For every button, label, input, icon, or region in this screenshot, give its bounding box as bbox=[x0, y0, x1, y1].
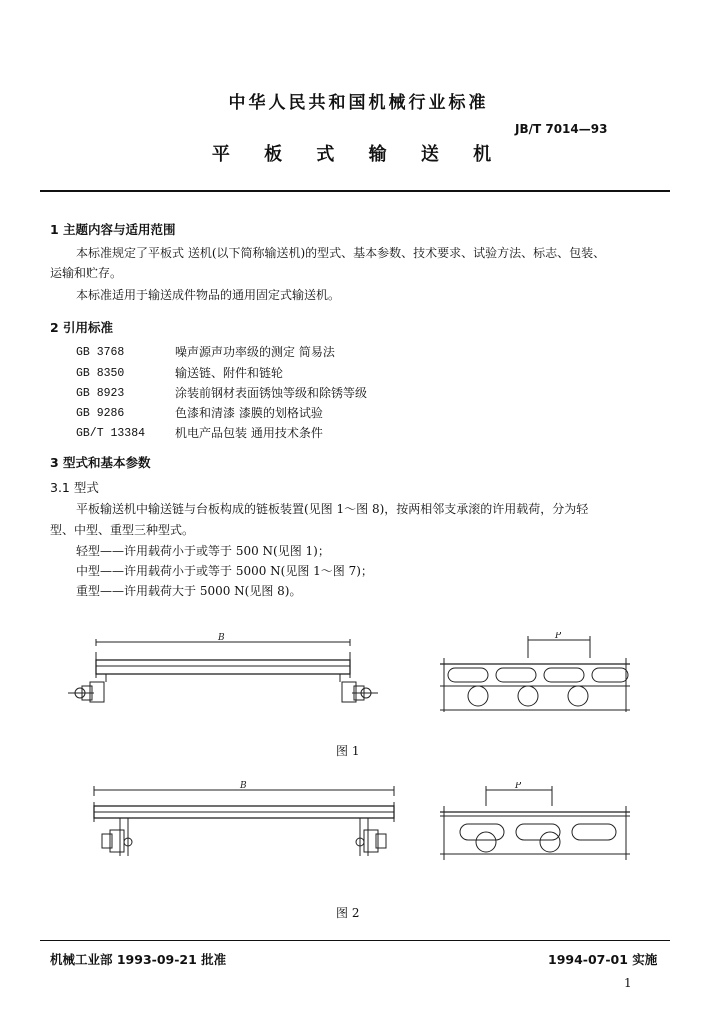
type-medium: 中型——许用载荷小于或等于 5000 N(见图 1～图 7)； bbox=[76, 564, 373, 578]
figure-1-caption: 图 1 bbox=[336, 744, 360, 758]
ref-title: 涂装前钢材表面锈蚀等级和除锈等级 bbox=[175, 386, 368, 400]
ref-code: GB/T 13384 bbox=[76, 427, 146, 440]
section-1-para1-line2: 运输和贮存。 bbox=[50, 266, 123, 280]
ref-title: 色漆和清漆 漆膜的划格试验 bbox=[175, 406, 323, 420]
section-3-1-heading: 3.1 型式 bbox=[50, 480, 99, 495]
ref-code: GB 3768 bbox=[76, 346, 125, 359]
dim-b-label: B bbox=[218, 633, 225, 643]
section-1-heading: 1 主题内容与适用范围 bbox=[50, 222, 176, 237]
figure-1-cross-section bbox=[60, 630, 380, 720]
approval-line: 机械工业部 1993-09-21 批准 bbox=[50, 952, 227, 967]
type-light: 轻型——许用载荷小于或等于 500 N(见图 1)； bbox=[76, 544, 330, 558]
figure-2-cross-section bbox=[80, 778, 410, 868]
issuing-organization: 中华人民共和国机械行业标准 bbox=[228, 93, 489, 113]
figure-2-caption: 图 2 bbox=[336, 906, 360, 920]
section-3-para-line1: 平板输送机中输送链与台板构成的链板装置(见图 1～图 8)，按两相邻支承滚的许用载荷，分为轻 bbox=[76, 502, 589, 516]
figure-1-side-view bbox=[440, 632, 630, 722]
ref-title: 输送链、附件和链轮 bbox=[175, 366, 284, 380]
section-1-para2: 本标准适用于输送成件物品的通用固定式输送机。 bbox=[76, 288, 341, 302]
standard-code: JB/T 7014—93 bbox=[515, 122, 608, 136]
dim-p-label: P bbox=[515, 782, 522, 791]
dim-p-label: P bbox=[555, 632, 562, 641]
ref-title: 噪声源声功率级的测定 简易法 bbox=[175, 345, 335, 359]
ref-code: GB 9286 bbox=[76, 407, 125, 420]
effective-date: 1994-07-01 实施 bbox=[548, 952, 658, 967]
section-3-heading: 3 型式和基本参数 bbox=[50, 455, 151, 470]
section-1-para1-line1: 本标准规定了平板式 送机(以下简称输送机)的型式、基本参数、技术要求、试验方法、标志、包装、 bbox=[76, 246, 606, 260]
section-3-para-line2: 型、中型、重型三种型式。 bbox=[50, 523, 195, 537]
ref-title: 机电产品包装 通用技术条件 bbox=[175, 426, 323, 440]
ref-code: GB 8350 bbox=[76, 367, 125, 380]
figure-2-side-view bbox=[440, 782, 630, 870]
ref-code: GB 8923 bbox=[76, 387, 125, 400]
document-title: 平 板 式 输 送 机 bbox=[211, 144, 506, 165]
page-number: 1 bbox=[624, 976, 632, 990]
type-heavy: 重型——许用载荷大于 5000 N(见图 8)。 bbox=[76, 584, 302, 598]
header-rule bbox=[40, 190, 670, 192]
section-2-heading: 2 引用标准 bbox=[50, 320, 114, 335]
dim-b-label: B bbox=[240, 781, 247, 791]
footer-rule bbox=[40, 940, 670, 941]
